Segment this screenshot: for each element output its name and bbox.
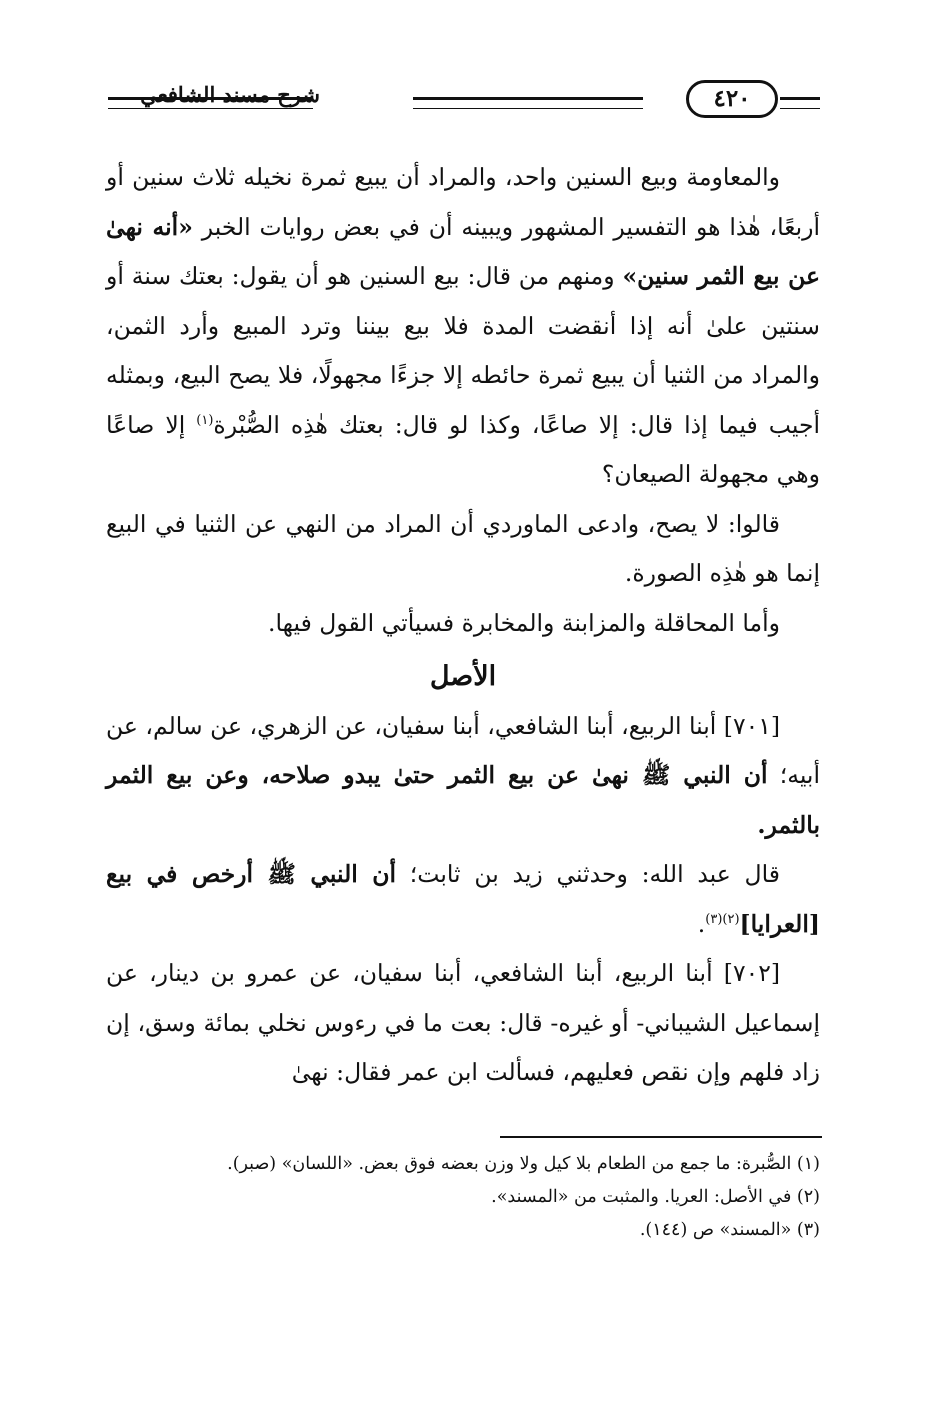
footnote-ref: (٢)(٣) — [705, 911, 740, 927]
running-header — [108, 80, 820, 126]
paragraph: قال عبد الله: وحدثني زيد بن ثابت؛ أن النبي ﷺ أرخص في بيع [العرايا]$^{(٢)(٣)}$. — [106, 860, 820, 938]
hadith-701: [٧٠١] أبنا الربيع، أبنا الشافعي، أبنا سفيان، عن الزهري، عن سالم، عن أبيه؛ أن النبي ﷺ نهىٰ عن بيع الثمر حتىٰ يبدو صلاحه، وعن بيع الثمر بالثمر. — [106, 711, 821, 839]
header-rule — [413, 97, 643, 109]
section-heading: الأصل — [429, 661, 497, 692]
footnote: (١) الصُّبرة: ما جمع من الطعام بلا كيل ولا وزن بعضه فوق بعض. «اللسان» (صبر). — [227, 1154, 820, 1174]
running-title: شرح مسند الشافعي — [140, 82, 320, 107]
footnotes — [106, 1148, 820, 1247]
footnote-ref: (١) — [196, 412, 214, 428]
footnote: (٢) في الأصل: العريا. والمثبت من «المسند». — [491, 1187, 820, 1207]
hadith-quote: «أنه نهىٰ عن بيع الثمر سنين» — [106, 212, 820, 290]
footnote: (٣) «المسند» ص (١٤٤). — [639, 1220, 820, 1240]
paragraph: والمعاومة وبيع السنين واحد، والمراد أن يبيع ثمرة نخيله ثلاث سنين أو أربعًا، هٰذا هو التفسير المشهور ويبينه أن في بعض روايات الخبر «أنه نهىٰ عن بيع الثمر سنين» ومنهم من قال: بيع السنين هو أن يقول: بعتك سنة أو سنتين علىٰ أنه إذا أنقضت المدة فلا بيع بيننا وترد المبيع وأرد الثمن، والمراد من الثنيا أن يبيع ثمرة حائطه إلا جزءًا مجهولًا، فلا يصح البيع، وبمثله أجيب فيما إذا قال: إلا صاعًا، وكذا لو قال: بعتك هٰذِه الصُّبْرة$^{(١)}$ إلا صاعًا وهي مجهولة الصيعان؟ — [106, 163, 821, 488]
hadith-702: [٧٠٢] أبنا الربيع، أبنا الشافعي، أبنا سفيان، عن عمرو بن دينار، عن إسماعيل الشيباني- أو غيره- قال: بعت ما في رءوس نخلي بمائة وسق، إن زاد فلهم وإن نقص فعليهم، فسألت ابن عمر فقال: نهىٰ — [106, 959, 820, 1086]
header-rule — [780, 97, 820, 109]
main-text — [106, 153, 820, 1098]
hadith-text: أن النبي ﷺ نهىٰ عن بيع الثمر حتىٰ يبدو صلاحه، وعن بيع الثمر بالثمر. — [106, 761, 820, 839]
paragraph: وأما المحاقلة والمزابنة والمخابرة فسيأتي القول فيها. — [268, 608, 780, 637]
hadith-text: أن النبي ﷺ أرخص في بيع [العرايا] — [106, 860, 820, 938]
footnote-divider — [500, 1136, 822, 1138]
paragraph: قالوا: لا يصح، وادعى الماوردي أن المراد من النهي عن الثنيا في البيع إنما هو هٰذِه الصورة. — [106, 509, 820, 587]
page-number: ٤٢٠ — [686, 80, 778, 118]
